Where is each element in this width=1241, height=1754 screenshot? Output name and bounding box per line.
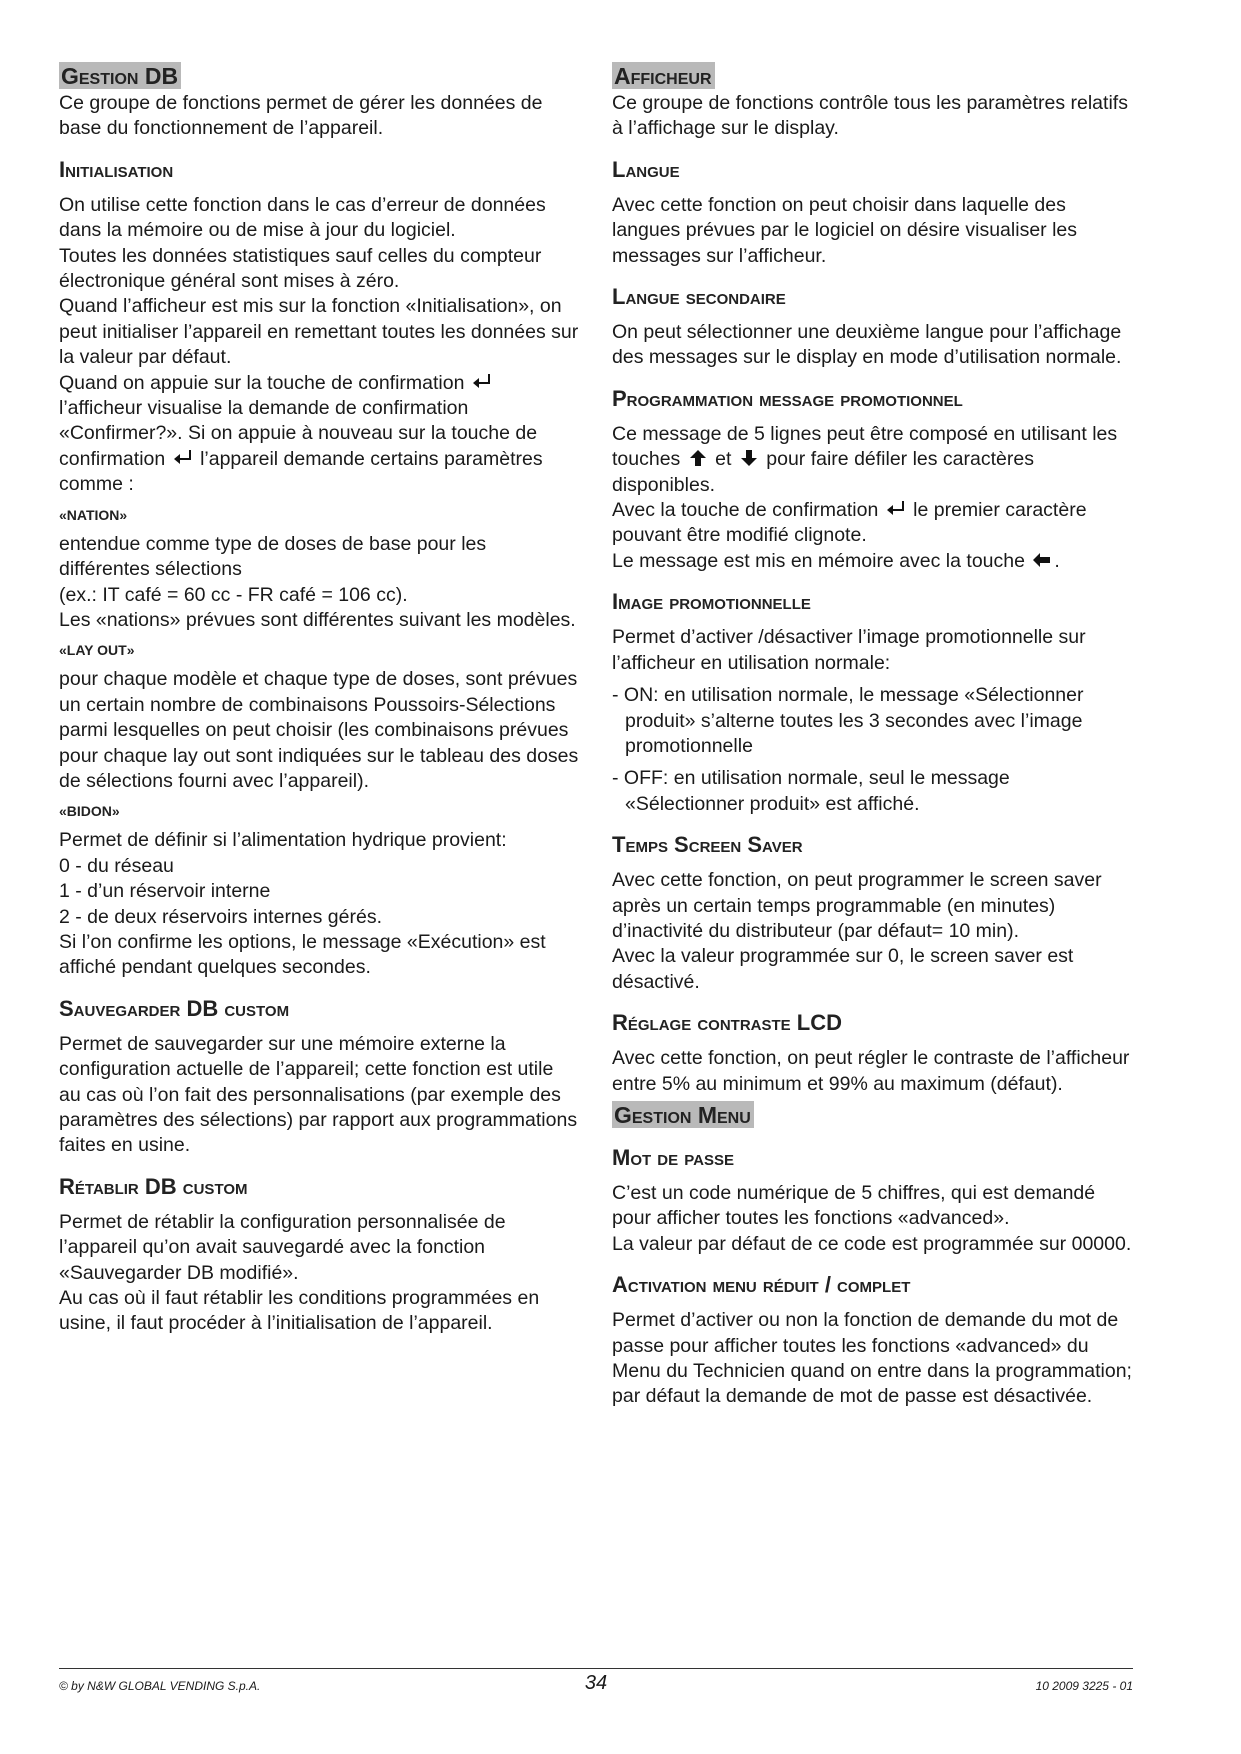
promo-msg-p1a: Ce message de 5 lignes peut être composé en utilisant les touches (612, 422, 1118, 471)
langue-secondaire-p1: On peut sélectionner une deuxième langue pour l’affichage des messages sur le display en mode d’utilisation normale. (612, 321, 1122, 369)
screensaver-p1: Avec cette fonction, on peut programmer le screen saver après un certain temps programmable (en minutes) d’inactivité du distributeur (par défaut= 10 min). (612, 869, 1102, 942)
nation-p2: (ex.: IT café = 60 cc - FR café = 106 cc). (59, 583, 408, 606)
section-heading-afficheur: Afficheur (612, 62, 715, 89)
enter-key-icon (886, 499, 906, 519)
retablir-p2: Au cas où il faut rétablir les conditions programmées en usine, il faut procéder à l’initialisation de l’appareil. (59, 1287, 540, 1335)
enter-key-icon (173, 448, 193, 468)
arrow-up-icon (688, 448, 708, 468)
bidon-p2: Si l’on confirme les options, le message «Exécution» est affiché pendant quelques secondes. (59, 930, 546, 979)
initialisation-p3: Quand l’afficheur est mis sur la fonction «Initialisation», on peut initialiser l’appareil en remettant toutes les données sur la valeur par défaut. (59, 295, 579, 369)
heading-reglage-contraste: Réglage contraste LCD (612, 1010, 842, 1036)
bidon-option-1: 1 - d’un réservoir interne (59, 880, 271, 903)
initialisation-p4c: l’appareil demande certains paramètres comme : (59, 447, 543, 496)
initialisation-p4b: l’afficheur visualise la demande de confirmation «Confirmer?». Si on appuie à nouveau sur la touche de confirmation (59, 397, 538, 470)
heading-langue: Langue (612, 156, 680, 182)
promo-msg-p1b: et (715, 448, 732, 471)
promo-msg-p1c: pour faire défiler les caractères disponibles. (612, 448, 1034, 496)
promo-msg-p3a: Le message est mis en mémoire avec la touche (612, 549, 1025, 572)
promo-msg-p3b: . (1054, 549, 1060, 572)
heading-nation: «NATION» (59, 506, 128, 523)
promo-img-bullet-on: - ON: en utilisation normale, le message «Sélectionner produit» s’alterne toutes les 3 secondes avec l’image promotionnelle (612, 684, 1084, 757)
heading-lay-out: «LAY OUT» (59, 642, 135, 659)
heading-temps-screen-saver: Temps Screen Saver (612, 832, 803, 858)
left-column (59, 62, 579, 1337)
promo-img-bullet-off: - OFF: en utilisation normale, seul le message «Sélectionner produit» est affiché. (612, 767, 1010, 815)
mot-de-passe-p1: C’est un code numérique de 5 chiffres, qui est demandé pour afficher toutes les fonctions «advanced». (612, 1181, 1096, 1230)
screensaver-p2: Avec la valeur programmée sur 0, le screen saver est désactivé. (612, 945, 1074, 993)
promo-msg-p3 (612, 549, 1132, 574)
section-heading-gestion-db: Gestion DB (59, 62, 181, 89)
gestion-db-intro: Ce groupe de fonctions permet de gérer les données de base du fonctionnement de l’appareil. (59, 92, 543, 140)
promo-msg-p1 (612, 422, 1132, 498)
bidon-option-2: 2 - de deux réservoirs internes gérés. (59, 905, 382, 928)
heading-activation-menu: Activation menu réduit / complet (612, 1272, 911, 1298)
promo-img-p1: Permet d’activer /désactiver l’image promotionnelle sur l’afficheur en utilisation normale: (612, 626, 1086, 674)
layout-p1: pour chaque modèle et chaque type de doses, sont prévues un certain nombre de combinaisons Poussoirs-Sélections parmi lesquelles on peut choisir (les combinaisons prévues pour chaque lay out sont indiquées sur le tableau des doses de sélections fourni avec l’appareil). (59, 668, 579, 792)
initialisation-p4a: Quand on appuie sur la touche de confirmation (59, 371, 465, 394)
nation-p1: entendue comme type de doses de base pour les différentes sélections (59, 532, 487, 581)
heading-initialisation: Initialisation (59, 156, 174, 182)
initialisation-p4 (59, 371, 579, 498)
heading-sauvegarder: Sauvegarder DB custom (59, 995, 290, 1021)
initialisation-p2: Toutes les données statistiques sauf celles du compteur électronique général sont mises à zéro. (59, 244, 542, 293)
page-footer (59, 1668, 1133, 1699)
bidon-option-0: 0 - du réseau (59, 854, 174, 877)
heading-programmation-message: Programmation message promotionnel (612, 385, 963, 411)
sauvegarder-p1: Permet de sauvegarder sur une mémoire externe la configuration actuelle de l’appareil; cette fonction est utile au cas où l’on fait des personnalisations (par exemple des paramètres des sélections) par rapport aux programmations faites en usine. (59, 1032, 578, 1157)
arrow-down-icon (739, 448, 759, 468)
back-arrow-icon (1032, 550, 1052, 570)
langue-p1: Avec cette fonction on peut choisir dans laquelle des langues prévues par le logiciel on désire visualiser les messages sur l’afficheur. (612, 193, 1078, 267)
nation-p3: Les «nations» prévues sont différentes suivant les modèles. (59, 608, 576, 631)
enter-key-icon (472, 372, 492, 392)
footer-copyright: © by N&W GLOBAL VENDING S.p.A. (59, 1679, 261, 1693)
mot-de-passe-p2: La valeur par défaut de ce code est programmée sur 00000. (612, 1232, 1132, 1255)
page-number: 34 (584, 1672, 608, 1694)
right-column (612, 62, 1132, 1410)
heading-langue-secondaire: Langue secondaire (612, 284, 786, 310)
initialisation-p1: On utilise cette fonction dans le cas d’erreur de données dans la mémoire ou de mise à jour du logiciel. (59, 193, 546, 242)
activation-p1: Permet d’activer ou non la fonction de demande du mot de passe pour afficher toutes les fonctions «advanced» du Menu du Technicien quand on entre dans la programmation; par défaut la demande de mot de passe est désactivée. (612, 1309, 1132, 1408)
bidon-p1: Permet de définir si l’alimentation hydrique provient: (59, 829, 507, 852)
section-heading-gestion-menu: Gestion Menu (612, 1101, 754, 1128)
promo-msg-p2a: Avec la touche de confirmation (612, 499, 879, 522)
heading-image-promotionnelle: Image promotionnelle (612, 589, 811, 615)
retablir-p1: Permet de rétablir la configuration personnalisée de l’appareil qu’on avait sauvegardé avec la fonction «Sauvegarder DB modifié». (59, 1210, 506, 1284)
promo-msg-p2b: le premier caractère pouvant être modifié clignote. (612, 499, 1087, 547)
contraste-p1: Avec cette fonction, on peut régler le contraste de l’afficheur entre 5% au minimum et 99% au maximum (défaut). (612, 1047, 1130, 1095)
heading-mot-de-passe: Mot de passe (612, 1144, 734, 1170)
heading-retablir: Rétablir DB custom (59, 1173, 248, 1199)
footer-reference: 10 2009 3225 - 01 (1035, 1679, 1133, 1693)
promo-msg-p2 (612, 498, 1132, 549)
heading-bidon: «BIDON» (59, 803, 120, 820)
afficheur-intro: Ce groupe de fonctions contrôle tous les paramètres relatifs à l’affichage sur le display. (612, 92, 1128, 140)
